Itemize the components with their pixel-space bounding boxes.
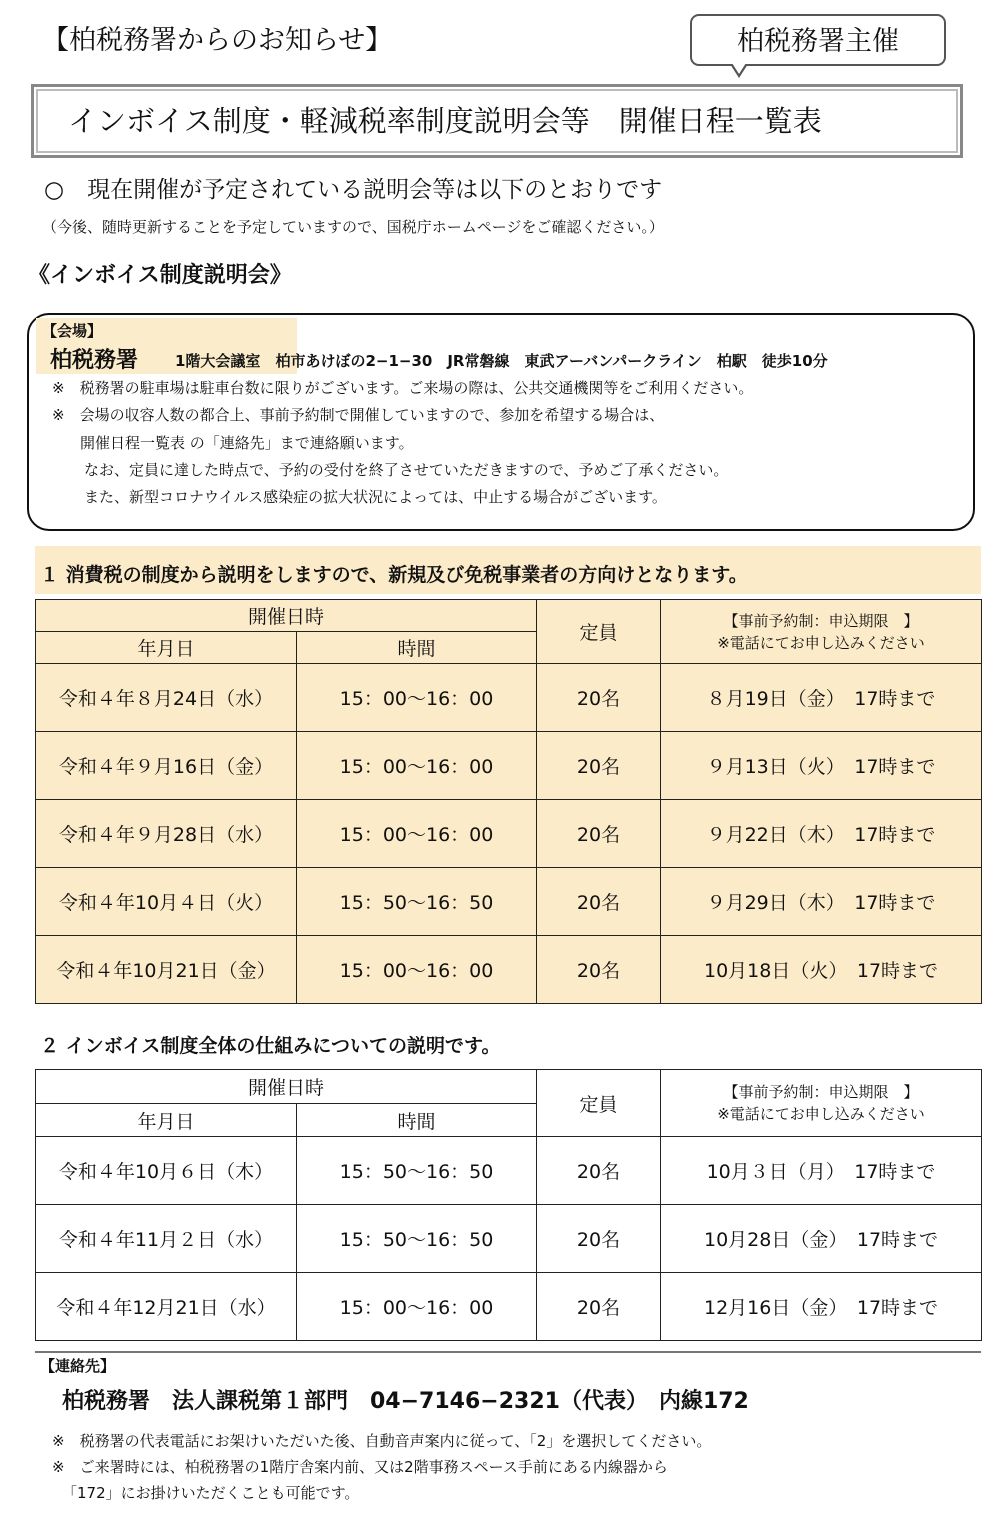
session-date: 令和４年９月16日（金）: [36, 732, 297, 800]
session-deadline: ９月29日（木） 17時まで: [661, 868, 982, 936]
session-time: 15：00〜16：00: [297, 664, 537, 732]
venue-label: 【会場】: [42, 322, 103, 340]
page-title: インボイス制度・軽減税率制度説明会等 開催日程一覧表: [31, 84, 963, 158]
table-row: [36, 1273, 982, 1341]
session-time: 15：00〜16：00: [297, 800, 537, 868]
badge-tail-fill: [732, 63, 746, 74]
session-capacity: 20名: [537, 1137, 661, 1205]
session-capacity: 20名: [537, 800, 661, 868]
header-reservation-line1: 【事前予約制：申込期限 】: [723, 1083, 919, 1101]
session-capacity: 20名: [537, 732, 661, 800]
contact-note: ※ ご来署時には、柏税務署の1階庁舎案内前、又は2階事務スペース手前にある内線器から: [52, 1458, 668, 1476]
header-capacity: 定員: [537, 1070, 661, 1137]
session-time: 15：50〜16：50: [297, 1137, 537, 1205]
header-schedule: 開催日時: [36, 600, 537, 632]
header-time: 時間: [297, 632, 537, 664]
session-deadline: 12月16日（金） 17時まで: [661, 1273, 982, 1341]
session-capacity: 20名: [537, 1273, 661, 1341]
header-reservation-line2: ※電話にてお申し込みください: [717, 1105, 925, 1123]
section2-title: ２ インボイス制度全体の仕組みについての説明です。: [40, 1035, 501, 1057]
header-reservation-line2: ※電話にてお申し込みください: [717, 633, 925, 652]
section-heading: 《インボイス制度説明会》: [28, 263, 292, 288]
table-row: [36, 732, 982, 800]
session-capacity: 20名: [537, 868, 661, 936]
session-date: 令和４年11月２日（水）: [36, 1205, 297, 1273]
schedule-table-1: [35, 599, 982, 1004]
session-time: 15：00〜16：00: [297, 732, 537, 800]
contact-note: 「172」にお掛けいただくことも可能です。: [62, 1484, 360, 1502]
header-capacity: 定員: [537, 600, 661, 664]
contact-divider: [35, 1351, 981, 1353]
table-row: [36, 1205, 982, 1273]
host-badge: 柏税務署主催: [690, 14, 946, 66]
venue-note: また、新型コロナウイルス感染症の拡大状況によっては、中止する場合がございます。: [84, 488, 667, 506]
session-date: 令和４年10月４日（火）: [36, 868, 297, 936]
session-deadline: 10月18日（火） 17時まで: [661, 936, 982, 1004]
header-reservation: [661, 1070, 982, 1137]
intro-lead: ○ 現在開催が予定されている説明会等は以下のとおりです: [44, 177, 663, 203]
header-reservation-line1: 【事前予約制：申込期限 】: [723, 611, 919, 630]
venue-detail: 1階大会議室 柏市あけぼの2−1−30 JR常磐線 東武アーバンパークライン 柏駅 徒歩10分: [175, 352, 828, 370]
session-date: 令和４年９月28日（水）: [36, 800, 297, 868]
venue-note: なお、定員に達した時点で、予約の受付を終了させていただきますので、予めご了承ください。: [84, 461, 729, 479]
intro-note: （今後、随時更新することを予定していますので、国税庁ホームページをご確認ください。）: [42, 218, 664, 236]
table-row: [36, 800, 982, 868]
header-date: 年月日: [36, 632, 297, 664]
contact-label: 【連絡先】: [40, 1357, 116, 1375]
session-time: 15：00〜16：00: [297, 1273, 537, 1341]
session-time: 15：00〜16：00: [297, 936, 537, 1004]
session-deadline: 10月28日（金） 17時まで: [661, 1205, 982, 1273]
header-date: 年月日: [36, 1104, 297, 1137]
session-time: 15：50〜16：50: [297, 1205, 537, 1273]
header-time: 時間: [297, 1104, 537, 1137]
contact-main: 柏税務署 法人課税第１部門 04−7146−2321（代表） 内線172: [62, 1389, 749, 1414]
table-row: [36, 1137, 982, 1205]
schedule-table-2: [35, 1069, 982, 1341]
session-capacity: 20名: [537, 936, 661, 1004]
session-deadline: ９月13日（火） 17時まで: [661, 732, 982, 800]
header-reservation: [661, 600, 982, 664]
notice-title: 【柏税務署からのお知らせ】: [42, 25, 393, 56]
venue-name: 柏税務署: [50, 348, 139, 373]
session-date: 令和４年10月６日（木）: [36, 1137, 297, 1205]
table-row: [36, 936, 982, 1004]
session-capacity: 20名: [537, 664, 661, 732]
venue-note: ※ 税務署の駐車場は駐車台数に限りがございます。ご来場の際は、公共交通機関等をご利用ください。: [52, 379, 754, 397]
header-schedule: 開催日時: [36, 1070, 537, 1104]
session-deadline: ８月19日（金） 17時まで: [661, 664, 982, 732]
contact-note: ※ 税務署の代表電話にお架けいただいた後、自動音声案内に従って、「2」を選択してください。: [52, 1432, 712, 1450]
venue-note: 開催日程一覧表 の「連絡先」まで連絡願います。: [80, 434, 414, 452]
session-deadline: ９月22日（木） 17時まで: [661, 800, 982, 868]
venue-note: ※ 会場の収容人数の都合上、事前予約制で開催していますので、参加を希望する場合は、: [52, 406, 665, 424]
section1-title: １ 消費税の制度から説明をしますので、新規及び免税事業者の方向けとなります。: [40, 564, 748, 586]
session-date: 令和４年８月24日（水）: [36, 664, 297, 732]
table-row: [36, 868, 982, 936]
session-deadline: 10月３日（月） 17時まで: [661, 1137, 982, 1205]
session-date: 令和４年10月21日（金）: [36, 936, 297, 1004]
session-capacity: 20名: [537, 1205, 661, 1273]
session-date: 令和４年12月21日（水）: [36, 1273, 297, 1341]
session-time: 15：50〜16：50: [297, 868, 537, 936]
table-row: [36, 664, 982, 732]
